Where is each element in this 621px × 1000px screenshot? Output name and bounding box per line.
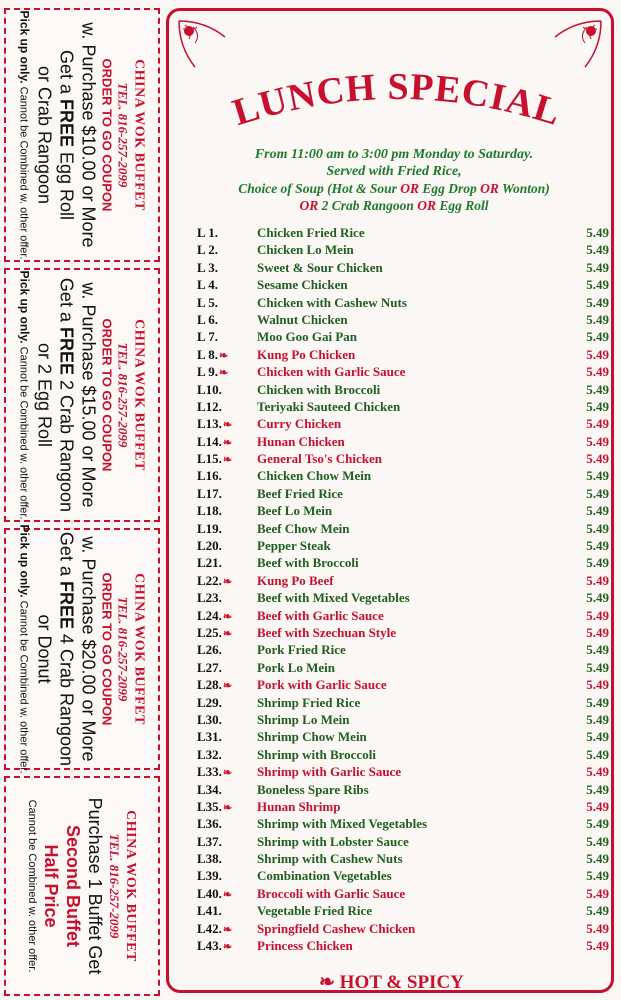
corner-ornament-icon bbox=[175, 17, 235, 77]
item-code: L 5. bbox=[197, 294, 218, 310]
coupon-line2: Second Buffet bbox=[63, 824, 83, 947]
coupon-restaurant: CHINA WOK BUFFET bbox=[131, 319, 147, 471]
menu-item bbox=[197, 660, 609, 677]
item-price: 5.49 bbox=[586, 433, 609, 449]
menu-item bbox=[197, 608, 609, 625]
menu-item bbox=[197, 868, 609, 885]
menu-item bbox=[197, 382, 609, 399]
intro-hours: From 11:00 am to 3:00 pm Monday to Saturday. bbox=[254, 147, 534, 162]
menu-item bbox=[197, 712, 609, 729]
chili-icon: ❧ bbox=[218, 367, 229, 380]
coupon-type: ORDER TO GO COUPON bbox=[99, 572, 115, 726]
item-name: Walnut Chicken ..... bbox=[257, 312, 557, 328]
item-price: 5.49 bbox=[586, 764, 609, 780]
item-price: 5.49 bbox=[586, 381, 609, 397]
item-name: Sesame Chicken ..... bbox=[257, 277, 557, 293]
coupon-line2: Get a FREE 2 Crab Rangoon bbox=[56, 277, 77, 513]
chili-icon: ❧ bbox=[222, 941, 233, 954]
item-name: Kung Po Chicken ..... bbox=[257, 347, 557, 363]
chili-icon: ❧ bbox=[319, 972, 340, 993]
menu-item bbox=[197, 729, 609, 746]
item-name: Boneless Spare Ribs ..... bbox=[257, 782, 557, 798]
item-name: Beef Lo Mein ..... bbox=[257, 503, 557, 519]
item-price: 5.49 bbox=[586, 451, 609, 467]
menu-item bbox=[197, 347, 609, 364]
coupon-restaurant: CHINA WOK BUFFET bbox=[123, 810, 138, 962]
item-price: 5.49 bbox=[586, 398, 609, 414]
item-name: Shrimp with Broccoli ..... bbox=[257, 747, 557, 763]
item-name: Beef Fried Rice ..... bbox=[257, 486, 557, 502]
menu-item bbox=[197, 503, 609, 520]
menu-item bbox=[197, 434, 609, 451]
item-price: 5.49 bbox=[586, 503, 609, 519]
item-name: Pepper Steak ..... bbox=[257, 538, 557, 554]
chili-icon: ❧ bbox=[222, 888, 233, 901]
item-name: Beef with Garlic Sauce ..... bbox=[257, 608, 557, 624]
item-name: Beef with Szechuan Style ..... bbox=[257, 625, 557, 641]
item-code: L39. bbox=[197, 868, 222, 884]
item-name: Shrimp Lo Mein ..... bbox=[257, 712, 557, 728]
item-name: Pork Fried Rice ..... bbox=[257, 642, 557, 658]
item-code: L16. bbox=[197, 468, 222, 484]
coupon-buffet bbox=[4, 776, 160, 996]
item-name: General Tso's Chicken ..... bbox=[257, 451, 557, 467]
item-price: 5.49 bbox=[586, 538, 609, 554]
item-price: 5.49 bbox=[586, 572, 609, 588]
item-code: L32. bbox=[197, 746, 222, 762]
coupon-tel: TEL. 816-257-2099 bbox=[115, 82, 131, 188]
chili-icon: ❧ bbox=[222, 923, 233, 936]
menu-item bbox=[197, 677, 609, 694]
item-code: L41. bbox=[197, 903, 222, 919]
lunch-intro bbox=[189, 146, 599, 214]
chili-icon: ❧ bbox=[222, 610, 233, 623]
item-price: 5.49 bbox=[586, 364, 609, 380]
item-code: L15.❧ bbox=[197, 451, 233, 467]
menu-item bbox=[197, 782, 609, 799]
item-price: 5.49 bbox=[586, 833, 609, 849]
item-name: Broccoli with Garlic Sauce ..... bbox=[257, 886, 557, 902]
menu-item bbox=[197, 486, 609, 503]
item-code: L27. bbox=[197, 659, 222, 675]
intro-choice: Choice of Soup (Hot & Sour OR Egg Drop OR Wonton) bbox=[238, 181, 550, 196]
item-name: Curry Chicken ..... bbox=[257, 416, 557, 432]
menu-item bbox=[197, 225, 609, 242]
menu-item bbox=[197, 764, 609, 781]
item-name: Shrimp with Mixed Vegetables ..... bbox=[257, 816, 557, 832]
item-name: Chicken Chow Mein ..... bbox=[257, 468, 557, 484]
coupon-restaurant: CHINA WOK BUFFET bbox=[131, 573, 147, 725]
item-price: 5.49 bbox=[586, 694, 609, 710]
item-price: 5.49 bbox=[586, 329, 609, 345]
item-code: L10. bbox=[197, 381, 222, 397]
menu-item bbox=[197, 242, 609, 259]
item-code: L38. bbox=[197, 851, 222, 867]
page-title bbox=[187, 69, 607, 149]
chili-icon: ❧ bbox=[222, 436, 233, 449]
menu-item bbox=[197, 277, 609, 294]
item-code: L21. bbox=[197, 555, 222, 571]
item-price: 5.49 bbox=[586, 938, 609, 954]
item-name: Moo Goo Gai Pan ..... bbox=[257, 329, 557, 345]
item-code: L23. bbox=[197, 590, 222, 606]
item-name: Shrimp Chow Mein ..... bbox=[257, 729, 557, 745]
coupon-restaurant: CHINA WOK BUFFET bbox=[131, 59, 147, 211]
item-price: 5.49 bbox=[586, 416, 609, 432]
item-price: 5.49 bbox=[586, 746, 609, 762]
item-code: L19. bbox=[197, 520, 222, 536]
item-price: 5.49 bbox=[586, 259, 609, 275]
item-code: L26. bbox=[197, 642, 222, 658]
hot-spicy-legend: ❧ HOT & SPICY bbox=[319, 972, 464, 993]
coupon-tel: TEL. 816-257-2099 bbox=[107, 833, 122, 939]
item-code: L37. bbox=[197, 833, 222, 849]
title-text: LUNCH SPECIAL bbox=[227, 69, 567, 135]
menu-item bbox=[197, 642, 609, 659]
menu-item bbox=[197, 851, 609, 868]
item-code: L24.❧ bbox=[197, 607, 233, 623]
chili-icon: ❧ bbox=[222, 419, 233, 432]
item-code: L42.❧ bbox=[197, 920, 233, 936]
coupon-type: ORDER TO GO COUPON bbox=[99, 58, 115, 212]
menu-item bbox=[197, 573, 609, 590]
coupon-15 bbox=[4, 268, 160, 522]
item-code: L 9.❧ bbox=[197, 364, 229, 380]
item-name: Pork Lo Mein ..... bbox=[257, 660, 557, 676]
item-price: 5.49 bbox=[586, 868, 609, 884]
item-name: Teriyaki Sauteed Chicken ..... bbox=[257, 399, 557, 415]
item-code: L28.❧ bbox=[197, 677, 233, 693]
item-code: L 2. bbox=[197, 242, 218, 258]
chili-icon: ❧ bbox=[222, 680, 233, 693]
menu-item bbox=[197, 625, 609, 642]
coupon-note: Pick up only. Cannot be Combined w. other offer. bbox=[17, 10, 32, 260]
item-code: L33.❧ bbox=[197, 764, 233, 780]
menu-item bbox=[197, 329, 609, 346]
item-price: 5.49 bbox=[586, 642, 609, 658]
item-code: L 1. bbox=[197, 225, 218, 240]
item-code: L12. bbox=[197, 398, 222, 414]
item-name: Shrimp Fried Rice ..... bbox=[257, 695, 557, 711]
intro-choice-2: OR 2 Crab Rangoon OR Egg Roll bbox=[299, 198, 489, 213]
item-price: 5.49 bbox=[586, 903, 609, 919]
item-price: 5.49 bbox=[586, 607, 609, 623]
item-name: Chicken with Garlic Sauce ..... bbox=[257, 364, 557, 380]
item-code: L31. bbox=[197, 729, 222, 745]
item-code: L40.❧ bbox=[197, 885, 233, 901]
item-name: Shrimp with Cashew Nuts ..... bbox=[257, 851, 557, 867]
item-price: 5.49 bbox=[586, 659, 609, 675]
coupon-content bbox=[26, 798, 138, 975]
item-code: L36. bbox=[197, 816, 222, 832]
svg-text:LUNCH SPECIAL bbox=[228, 69, 566, 134]
item-code: L 8.❧ bbox=[197, 346, 229, 362]
item-name: Chicken with Broccoli ..... bbox=[257, 382, 557, 398]
menu-item bbox=[197, 451, 609, 468]
item-name: Combination Vegetables ..... bbox=[257, 868, 557, 884]
item-code: L34. bbox=[197, 781, 222, 797]
item-name: Chicken Lo Mein ..... bbox=[257, 242, 557, 258]
coupon-line1: w. Purchase $20.00 or More bbox=[78, 536, 99, 762]
chili-icon: ❧ bbox=[222, 801, 233, 814]
menu-item bbox=[197, 747, 609, 764]
coupon-note: Pick up only. Cannot be Combined w. other offer. bbox=[17, 270, 32, 520]
coupon-20 bbox=[4, 524, 160, 774]
coupon-tel: TEL. 816-257-2099 bbox=[115, 596, 131, 702]
intro-served: Served with Fried Rice, bbox=[326, 164, 462, 179]
item-code: L17. bbox=[197, 485, 222, 501]
menu-item bbox=[197, 364, 609, 381]
coupon-content bbox=[18, 270, 147, 519]
coupon-content bbox=[18, 524, 147, 773]
chili-icon: ❧ bbox=[218, 349, 229, 362]
menu-item bbox=[197, 312, 609, 329]
item-price: 5.49 bbox=[586, 225, 609, 240]
menu-item bbox=[197, 695, 609, 712]
coupon-line2: Get a FREE 4 Crab Rangoon bbox=[56, 531, 77, 767]
item-price: 5.49 bbox=[586, 468, 609, 484]
item-name: Chicken Fried Rice ..... bbox=[257, 225, 557, 241]
item-code: L29. bbox=[197, 694, 222, 710]
menu-item bbox=[197, 416, 609, 433]
coupon-content bbox=[18, 10, 147, 259]
item-name: Sweet & Sour Chicken ..... bbox=[257, 260, 557, 276]
coupon-line3: Half Price bbox=[41, 844, 61, 928]
coupon-type: ORDER TO GO COUPON bbox=[99, 318, 115, 472]
menu-item bbox=[197, 886, 609, 903]
chili-icon: ❧ bbox=[222, 454, 233, 467]
item-price: 5.49 bbox=[586, 624, 609, 640]
item-name: Shrimp with Garlic Sauce ..... bbox=[257, 764, 557, 780]
item-price: 5.49 bbox=[586, 711, 609, 727]
item-price: 5.49 bbox=[586, 590, 609, 606]
item-name: Beef Chow Mein ..... bbox=[257, 521, 557, 537]
coupon-tel: TEL. 816-257-2099 bbox=[115, 342, 131, 448]
item-price: 5.49 bbox=[586, 885, 609, 901]
lunch-special-panel bbox=[166, 8, 614, 993]
item-price: 5.49 bbox=[586, 294, 609, 310]
item-code: L25.❧ bbox=[197, 624, 233, 640]
chili-icon: ❧ bbox=[222, 575, 233, 588]
item-price: 5.49 bbox=[586, 346, 609, 362]
chili-icon: ❧ bbox=[222, 767, 233, 780]
coupon-10 bbox=[4, 8, 160, 262]
item-price: 5.49 bbox=[586, 781, 609, 797]
coupon-line3: or Crab Rangoon bbox=[34, 65, 55, 205]
item-name: Hunan Chicken ..... bbox=[257, 434, 557, 450]
menu-item bbox=[197, 521, 609, 538]
item-price: 5.49 bbox=[586, 816, 609, 832]
item-name: Hunan Shrimp ..... bbox=[257, 799, 557, 815]
item-code: L 3. bbox=[197, 259, 218, 275]
item-price: 5.49 bbox=[586, 920, 609, 936]
coupon-note: Pick up only. Cannot be Combined w. other offer. bbox=[17, 524, 32, 774]
menu-item bbox=[197, 834, 609, 851]
menu-item bbox=[197, 295, 609, 312]
item-name: Shrimp with Lobster Sauce ..... bbox=[257, 834, 557, 850]
item-code: L20. bbox=[197, 538, 222, 554]
item-name: Springfield Cashew Chicken ..... bbox=[257, 921, 557, 937]
coupon-line3: or 2 Egg Roll bbox=[34, 342, 55, 448]
coupon-line2: Get a FREE Egg Roll bbox=[56, 49, 77, 221]
item-name: Beef with Mixed Vegetables ..... bbox=[257, 590, 557, 606]
item-name: Kung Po Beef ..... bbox=[257, 573, 557, 589]
item-price: 5.49 bbox=[586, 851, 609, 867]
item-price: 5.49 bbox=[586, 729, 609, 745]
item-price: 5.49 bbox=[586, 520, 609, 536]
menu-item bbox=[197, 938, 609, 955]
item-code: L18. bbox=[197, 503, 222, 519]
menu-item bbox=[197, 921, 609, 938]
menu-item bbox=[197, 555, 609, 572]
item-code: L22.❧ bbox=[197, 572, 233, 588]
item-name: Pork with Garlic Sauce ..... bbox=[257, 677, 557, 693]
item-name: Vegetable Fried Rice ..... bbox=[257, 903, 557, 919]
item-price: 5.49 bbox=[586, 485, 609, 501]
item-code: L 7. bbox=[197, 329, 218, 345]
item-code: L35.❧ bbox=[197, 798, 233, 814]
item-price: 5.49 bbox=[586, 555, 609, 571]
menu-item bbox=[197, 538, 609, 555]
item-price: 5.49 bbox=[586, 311, 609, 327]
coupon-note: Cannot be Combined w. other offer. bbox=[26, 799, 38, 973]
item-name: Princess Chicken ..... bbox=[257, 938, 557, 954]
item-price: 5.49 bbox=[586, 677, 609, 693]
chili-icon: ❧ bbox=[222, 627, 233, 640]
item-code: L30. bbox=[197, 711, 222, 727]
item-code: L 6. bbox=[197, 311, 218, 327]
menu-item bbox=[197, 260, 609, 277]
item-code: L43.❧ bbox=[197, 938, 233, 954]
menu-item bbox=[197, 903, 609, 920]
item-price: 5.49 bbox=[586, 242, 609, 258]
item-name: Chicken with Cashew Nuts ..... bbox=[257, 295, 557, 311]
menu-item bbox=[197, 590, 609, 607]
menu-list bbox=[197, 225, 609, 955]
item-code: L13.❧ bbox=[197, 416, 233, 432]
item-price: 5.49 bbox=[586, 277, 609, 293]
item-code: L 4. bbox=[197, 277, 218, 293]
coupon-strip bbox=[4, 8, 160, 996]
corner-ornament-icon bbox=[545, 17, 605, 77]
menu-item bbox=[197, 799, 609, 816]
coupon-line1: Purchase 1 Buffet Get bbox=[85, 797, 105, 975]
coupon-line1: w. Purchase $15.00 or More bbox=[78, 282, 99, 508]
item-name: Beef with Broccoli ..... bbox=[257, 555, 557, 571]
item-code: L14.❧ bbox=[197, 433, 233, 449]
coupon-line3: or Donut bbox=[34, 614, 55, 684]
menu-item bbox=[197, 399, 609, 416]
item-price: 5.49 bbox=[586, 798, 609, 814]
coupon-line1: w. Purchase $10.00 or More bbox=[78, 22, 99, 248]
menu-item bbox=[197, 816, 609, 833]
menu-item bbox=[197, 468, 609, 485]
